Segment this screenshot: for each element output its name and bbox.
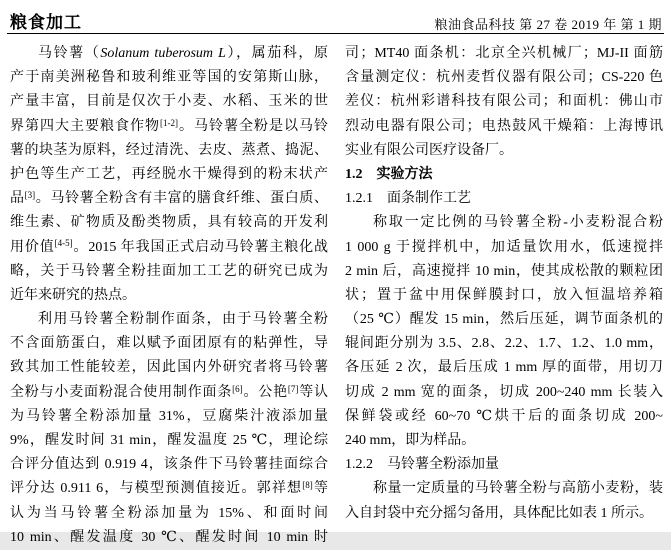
text-line: 认为当马铃薯全粉添加量为 15%、和面时间 [10,505,328,521]
text-line: 产于南美洲秘鲁和玻利维亚等国的安第斯山脉， [10,70,328,86]
text-line: 称量一定质量的马铃薯全粉与高筋小麦粉，装 [373,481,663,497]
left-column [10,42,329,545]
text-line: 司；MT40 面条机：北京全兴机械厂；MJ-II 面筋 [345,46,663,61]
text-line: 致其加工性能较差，因此国内外研究者将马铃薯 [10,360,328,376]
text-line: 不含面筋蛋白，难以赋予面团原有的粘弹性，导 [10,336,328,352]
text-line: 240 mm，即为样品。 [345,433,476,448]
text-line: 全粉与小麦面粉混合使用制作面条[6]。公艳[7]等认 [10,383,329,400]
text-line: 差仪：杭州彩谱科技有限公司；和面机：佛山市 [345,94,663,110]
text-line: 保鲜袋或经 60~70 ℃烘干后的面条切成 200~ [345,408,663,424]
text-line: 为马铃薯全粉添加量 31%，豆腐柴汁液添加量 [10,408,328,424]
right-column [345,42,663,532]
text-line: 2 min 后，高速搅拌 10 min，使其成松散的颗粒团 [345,263,663,279]
text-line: 薯的块茎为原料，经过清洗、去皮、蒸煮、捣泥、 [10,142,328,158]
text-line: 切成 2 mm 宽的面条，切成 200~240 mm 长装入 [345,384,663,400]
text-line: 品[3]。马铃薯全粉含有丰富的膳食纤维、蛋白质、 [10,190,329,207]
text-line: 实业有限公司医疗设备厂。 [345,142,513,158]
text-line: 产量丰富，目前是仅次于小麦、水稻、玉米的世 [10,94,328,110]
body-columns [10,42,663,545]
text-line: 入自封袋中充分摇匀备用，具体配比如表 1 所示。 [345,505,653,521]
page-header [10,8,662,33]
heading-line: 1.2 实验方法 [345,166,433,182]
text-line: 含量测定仪：杭州麦哲仪器有限公司；CS-220 色 [345,70,663,86]
text-line: 各压延 2 次，最后压成 1 mm 厚的面带，用切刀 [345,360,663,376]
text-line: 略，关于马铃薯全粉挂面加工工艺的研究已成为 [10,263,328,279]
text-line: 评分达 0.911 6，与模型预测值接近。郭祥想[8]等 [10,480,329,497]
text-line: 1 000 g 于搅拌机中，加适量饮用水，低速搅拌 [345,239,663,255]
text-line: 利用马铃薯全粉制作面条，由于马铃薯全粉 [38,312,328,328]
text-line: 称取一定比例的马铃薯全粉-小麦粉混合粉 [373,215,663,231]
text-line: 维生素、矿物质及酚类物质，具有较高的开发利 [10,215,328,231]
header-rule [7,33,664,34]
text-line: 马铃薯（Solanum tuberosum L），属茄科，原 [38,46,329,61]
text-line: 辊间距分别为 3.5、2.8、2.2、1.7、1.2、1.0 mm， [345,336,663,352]
text-line: （25 ℃）醒发 15 min，然后压延，调节面条机的 [345,312,663,328]
journal-issue-info: 粮油食品科技 第 27 卷 2019 年 第 1 期 [434,17,662,32]
text-line: 近年来研究的热点。 [10,287,136,303]
text-line: 合评分值达到 0.919 4，该条件下马铃薯挂面综合 [10,457,328,473]
text-line: 护色等生产工艺，再经脱水干燥得到的粉末状产 [10,166,328,182]
text-line: 状；置于盆中用保鲜膜封口，放入恒温培养箱 [345,287,663,303]
text-line: 烈动电器有限公司；电热鼓风干燥箱：上海博讯 [345,118,663,134]
section-label: 粮食加工 [10,13,82,32]
text-line: 9%，醒发时间 31 min，醒发温度 25 ℃，理论综 [10,433,328,448]
text-line: 1.2.1 面条制作工艺 [345,191,471,207]
text-line: 10 min、醒发温度 30 ℃、醒发时间 10 min 时 [10,529,328,545]
text-line: 用价值[4-5]。2015 年我国正式启动马铃薯主粮化战 [10,238,329,255]
text-line: 界第四大主要粮食作物[1-2]。马铃薯全粉是以马铃 [10,117,328,134]
text-line: 1.2.2 马铃薯全粉添加量 [345,457,499,473]
